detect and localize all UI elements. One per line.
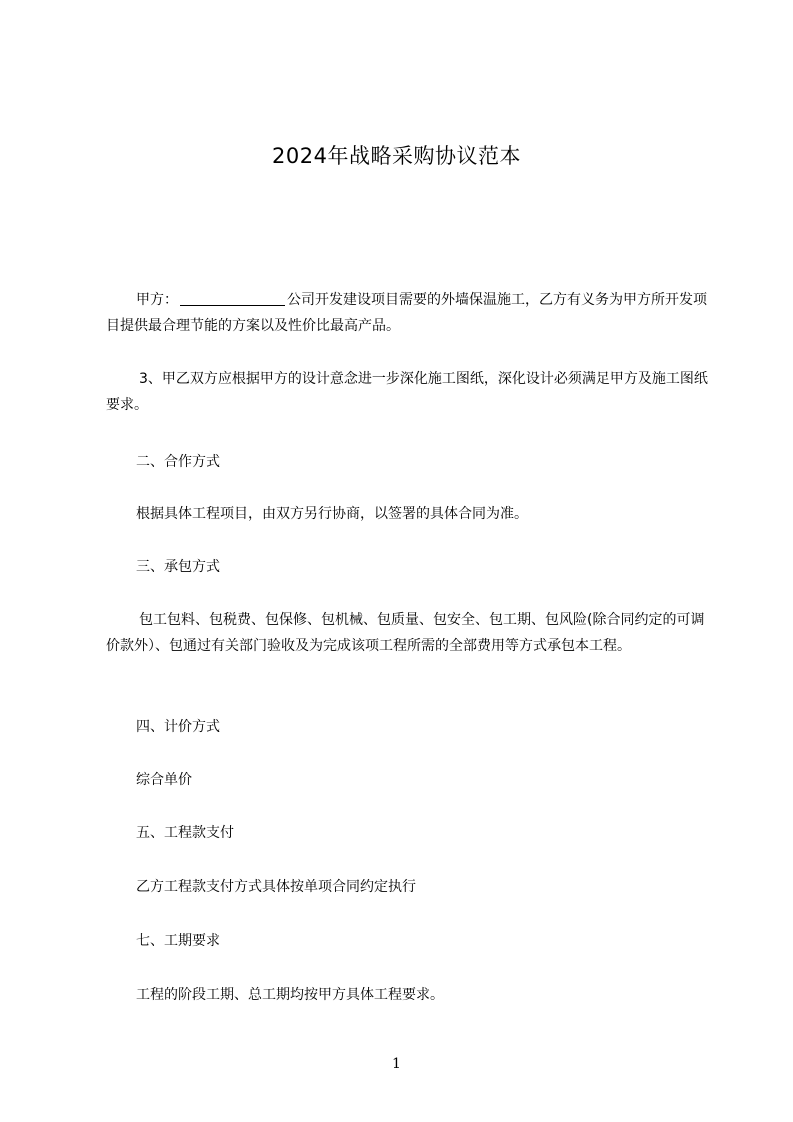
party-a-paragraph: [106, 287, 710, 339]
section-2-heading: 二、合作方式: [136, 454, 220, 470]
section-3-heading: 三、承包方式: [136, 559, 220, 575]
page-number: 1: [392, 1056, 401, 1072]
section-5-text: 乙方工程款支付方式具体按单项合同约定执行: [136, 879, 416, 895]
party-a-label: 甲方：: [136, 292, 178, 308]
section-4-heading: 四、计价方式: [136, 719, 220, 735]
section-5-heading: 五、工程款支付: [136, 825, 234, 841]
document-title: 2024年战略采购协议范本: [272, 144, 521, 168]
party-a-blank-line: [180, 291, 285, 306]
section-2-text: 根据具体工程项目，由双方另行协商，以签署的具体合同为准。: [136, 506, 528, 522]
section-4-text: 综合单价: [136, 772, 192, 788]
clause-3-paragraph: 3、甲乙双方应根据甲方的设计意念进一步深化施工图纸，深化设计必须满足甲方及施工图纸要求。: [106, 371, 708, 413]
party-a-text: 公司开发建设项目需要的外墙保温施工，乙方有义务为甲方所开发项目提供最合理节能的方案以及性价比最高产品。: [106, 292, 707, 334]
section-7-text: 工程的阶段工期、总工期均按甲方具体工程要求。: [136, 987, 444, 1003]
section-7-heading: 七、工期要求: [136, 933, 220, 949]
section-3-text: 包工包料、包税费、包保修、包机械、包质量、包安全、包工期、包风险(除合同约定的可调价款外）、包通过有关部门验收及为完成该项工程所需的全部费用等方式承包本工程。: [106, 612, 705, 654]
